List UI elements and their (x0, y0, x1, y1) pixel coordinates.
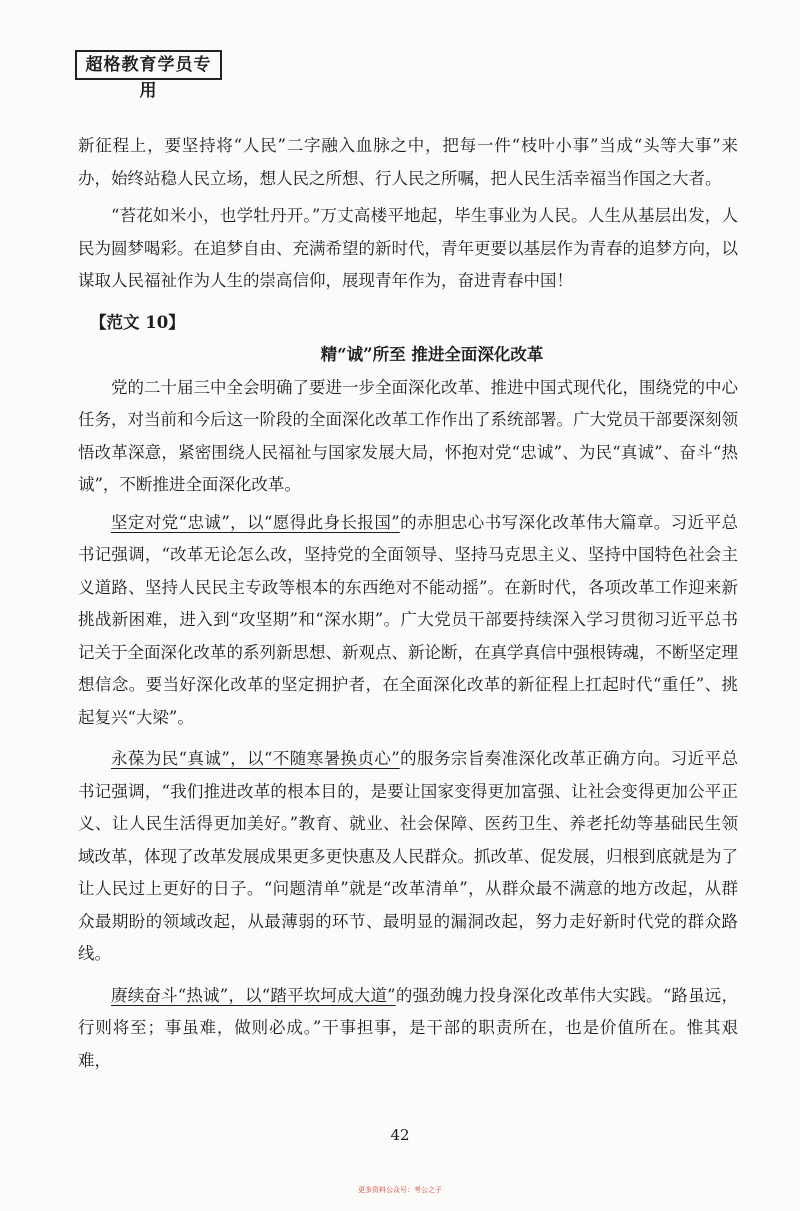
paragraph-4 (78, 507, 738, 735)
paragraph-1: 新征程上，要坚持将“人民”二字融入血脉之中，把每一件“枝叶小事”当成“头等大事”来办，始终站稳人民立场，想人民之所想、行人民之所嘱，把人民生活幸福当作国之大者。 (78, 136, 738, 188)
footer-note: 更多资料公众号：考公之子 (358, 1186, 442, 1194)
paragraph-4-lead: 坚定对党“忠诚”，以“愿得此身长报国” (111, 512, 400, 532)
body-text (78, 130, 738, 1077)
paragraph-2: “苔花如米小，也学牡丹开。”万丈高楼平地起，毕生事业为人民。人生从基层出发，人民为圆梦喝彩。在追梦自由、充满希望的新时代，青年更要以基层作为青春的追梦方向，以谋取人民福祉作为人生的崇高信仰，展现青年作为，奋进青春中国！ (78, 206, 738, 290)
paragraph-5-lead: 永葆为民“真诚”，以“不随寒暑换贞心” (111, 749, 400, 768)
page-number: 42 (390, 1126, 410, 1144)
essay-title: 精“诚”所至 推进全面深化改革 (320, 345, 544, 364)
paragraph-4-body: 的赤胆忠心书写深化改革伟大篇章。习近平总书记强调，“改革无论怎么改，坚持党的全面领导、坚持马克思主义、坚持中国特色社会主义道路、坚持人民民主专政等根本的东西绝对不能动摇”。在新时代，各项改革工作迎来新挑战新困难，进入到“攻坚期”和“深水期”。广大党员干部要持续深入学习贯彻习近平总书记关于全面深化改革的系列新思想、新观点、新论断，在真学真信中强根铸魂，不断坚定理想信念。要当好深化改革的坚定拥护者，在全面深化改革的新征程上扛起时代“重任”、挑起复兴“大梁”。 (78, 512, 738, 727)
paragraph-6-body: 的强劲魄力投身深化改革伟大实践。“路虽远，行则将至；事虽难，做则必成。”干事担事，是干部的职责所在，也是价值所在。惟其艰难， (78, 985, 738, 1070)
paragraph-5-body: 的服务宗旨奏准深化改革正确方向。习近平总书记强调，“我们推进改革的根本目的，是要让国家变得更加富强、让社会变得更加公平正义、让人民生活得更加美好。”教育、就业、社会保障、医药卫生、养老托幼等基础民生领域改革，体现了改革发展成果更多更快惠及人民群众。抓改革、促发展，归根到底就是为了让人民过上更好的日子。“问题清单”就是“改革清单”，从群众最不满意的地方改起，从群众最期盼的领域改起，从最薄弱的环节、最明显的漏洞改起，努力走好新时代党的群众路线。 (78, 749, 738, 963)
paragraph-3: 党的二十届三中全会明确了要进一步全面深化改革、推进中国式现代化，围绕党的中心任务，对当前和今后这一阶段的全面深化改革工作作出了系统部署。广大党员干部要深刻领悟改革深意，紧密围绕人民福祉与国家发展大局，怀抱对党“忠诚”、为民“真诚”、奋斗“热诚”，不断推进全面深化改革。 (78, 377, 738, 494)
paragraph-6 (78, 980, 738, 1078)
section-label: 【范文 10】 (90, 312, 185, 332)
header-label-box (75, 50, 222, 101)
paragraph-6-lead: 赓续奋斗“热诚”，以“踏平坎坷成大道” (111, 985, 396, 1005)
paragraph-5 (78, 743, 738, 971)
header-label: 超格教育学员专用 (85, 55, 212, 101)
